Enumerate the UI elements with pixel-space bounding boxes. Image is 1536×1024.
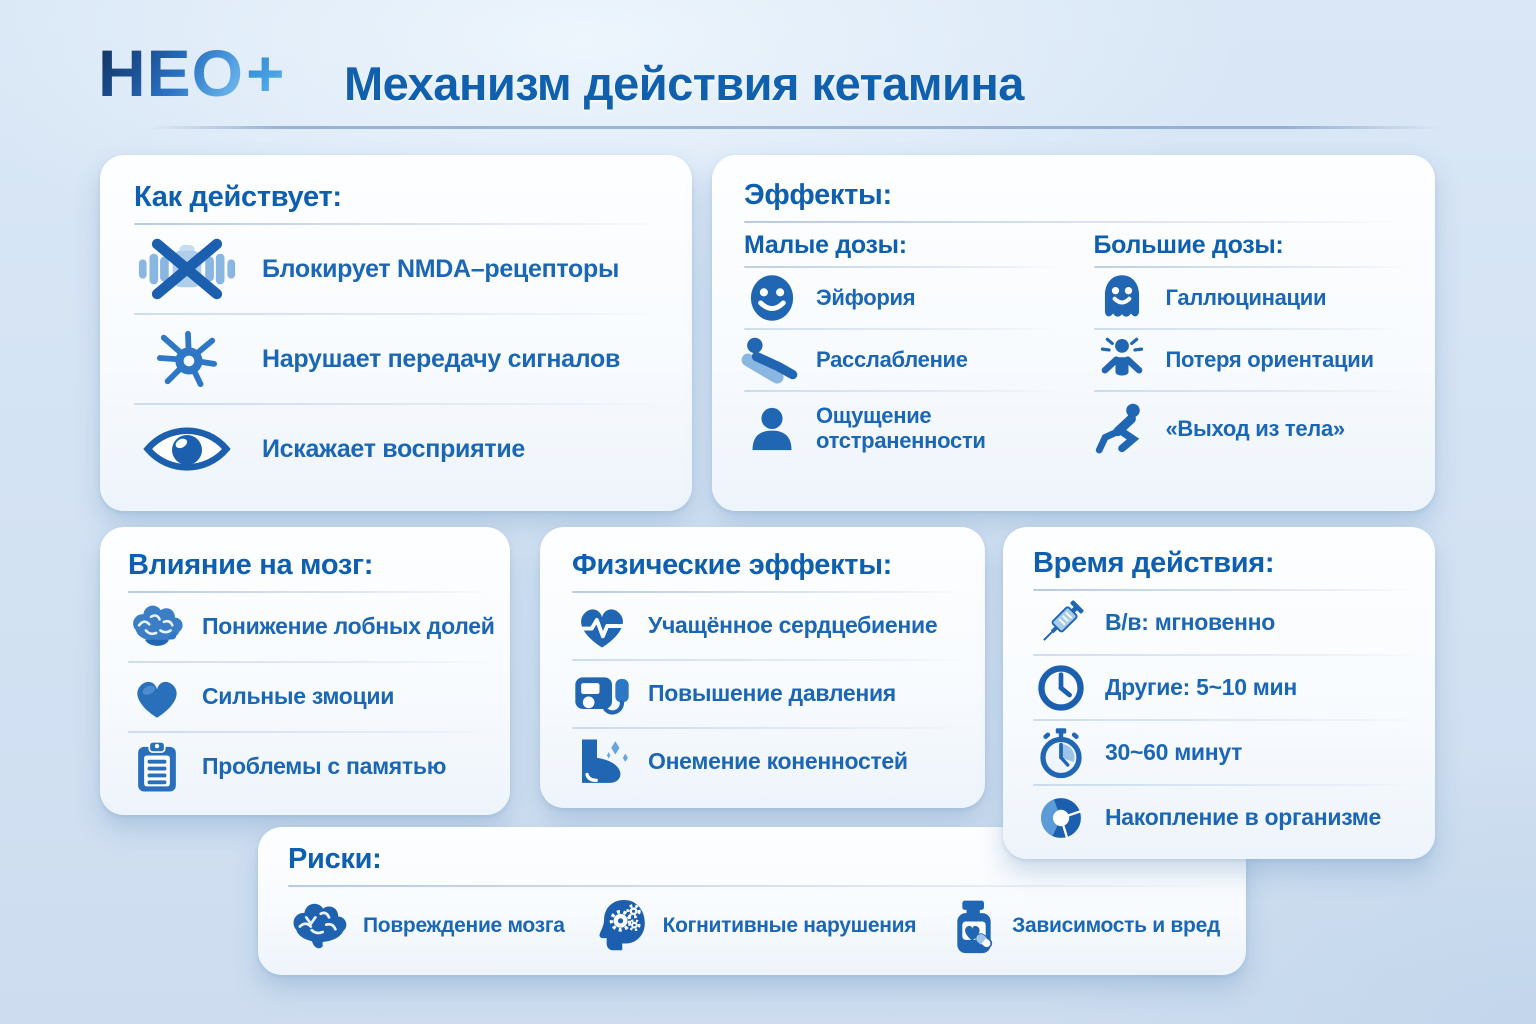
list-item-label: Ощущение отстраненности: [816, 403, 986, 453]
list-item-label: Повреждение мозга: [363, 914, 565, 938]
heading-underline: [744, 221, 1407, 223]
list-item: [572, 729, 965, 795]
list-item: [1033, 656, 1417, 719]
list-item-label: Повышение давления: [648, 680, 896, 707]
list-item: [1094, 392, 1408, 466]
list-item: [134, 315, 664, 403]
list-item: [744, 392, 1058, 466]
numb-foot-icon: [572, 736, 632, 788]
logo-plus-sign: +: [246, 36, 286, 110]
heart-icon: [128, 674, 186, 721]
list-item-label: Потеря ориентации: [1165, 346, 1374, 372]
list-item-label: Проблемы с памятью: [202, 753, 447, 780]
list-item: [744, 268, 1058, 328]
list-item: [1033, 721, 1417, 784]
column-subtitle: Малые дозы:: [744, 231, 907, 259]
card-physical-effects: [540, 527, 985, 808]
list-item-label: В/в: мгновенно: [1105, 608, 1275, 635]
list-item-label: Зависимость и вред: [1012, 914, 1220, 938]
card-effects: [712, 155, 1435, 511]
logo-neo-text: НЕО: [98, 36, 245, 110]
brain-damage-icon: [288, 901, 350, 952]
page-title: Механизм действия кетамина: [344, 57, 1024, 110]
syringe-icon: [1033, 598, 1089, 648]
card-title: Как действует:: [134, 181, 342, 213]
list-item: [1033, 786, 1417, 849]
list-item: [128, 663, 492, 731]
list-item-label: Галлюцинации: [1165, 284, 1327, 310]
list-item-label: 30~60 минут: [1105, 738, 1243, 765]
heading-underline: [288, 885, 1220, 887]
floating-person-icon: [1094, 402, 1150, 456]
list-item-label: Блокирует NMDA–рецепторы: [262, 255, 619, 283]
list-item-label: Другие: 5~10 мин: [1105, 673, 1297, 700]
list-item-label: Расслабление: [816, 346, 968, 372]
card-how-it-works: [100, 155, 692, 511]
neuron-icon: [134, 328, 240, 390]
clock-icon: [1033, 663, 1089, 713]
list-item-label: Эйфория: [816, 284, 916, 310]
list-item-label: Сильные змоции: [202, 683, 395, 710]
list-item: [134, 405, 664, 493]
column-subtitle: Большие дозы:: [1093, 231, 1284, 259]
list-item: [572, 661, 965, 727]
ghost-icon: [1094, 272, 1150, 324]
list-item-label: Понижение лобных долей: [202, 613, 495, 640]
list-item-label: Искажает восприятие: [262, 435, 526, 463]
list-item: [288, 901, 565, 952]
card-title: Время действия:: [1033, 547, 1275, 579]
card-title: Риски:: [288, 843, 382, 875]
stopwatch-icon: [1033, 727, 1089, 779]
list-item: [598, 898, 917, 954]
disoriented-person-icon: [1094, 336, 1150, 385]
eye-icon: [134, 419, 240, 479]
card-title: Влияние на мозг:: [128, 549, 374, 581]
pie-chart-icon: [1033, 793, 1089, 843]
card-brain-influence: [100, 527, 510, 815]
clipboard-icon: [128, 740, 186, 795]
relaxing-person-icon: [744, 336, 800, 384]
blood-pressure-icon: [572, 669, 632, 719]
list-item-label: Учащённое сердцебиение: [648, 612, 938, 639]
list-item-label: Когнитивные нарушения: [662, 914, 917, 938]
card-title: Физические эффекты:: [572, 549, 893, 581]
smiley-icon: [744, 272, 800, 324]
logo: [98, 36, 286, 110]
list-item: [1033, 591, 1417, 654]
list-item-label: Накопление в организме: [1105, 803, 1381, 830]
list-item: [949, 899, 1220, 954]
list-item: [128, 593, 495, 661]
list-item: [572, 593, 965, 659]
cognitive-icon: [598, 898, 650, 954]
list-item-label: «Выход из тела»: [1165, 415, 1345, 441]
list-item-label: Нарушает передачу сигналов: [262, 345, 621, 373]
header-divider: [150, 126, 1440, 129]
list-item: [134, 225, 664, 313]
heartbeat-icon: [572, 601, 632, 651]
list-item-label: Онемение коненностей: [648, 748, 908, 775]
large-doses-column: [1094, 231, 1408, 466]
person-bust-icon: [744, 403, 800, 455]
list-item: [1094, 330, 1408, 390]
card-title: Эффекты:: [744, 179, 892, 211]
list-item: [128, 733, 492, 801]
brain-icon: [128, 603, 186, 651]
list-item: [1094, 268, 1408, 328]
pill-bottle-icon: [949, 899, 999, 954]
receptor-blocked-icon: [134, 238, 240, 300]
list-item: [744, 330, 1058, 390]
small-doses-column: [744, 231, 1058, 466]
card-time-of-action: [1003, 527, 1435, 859]
